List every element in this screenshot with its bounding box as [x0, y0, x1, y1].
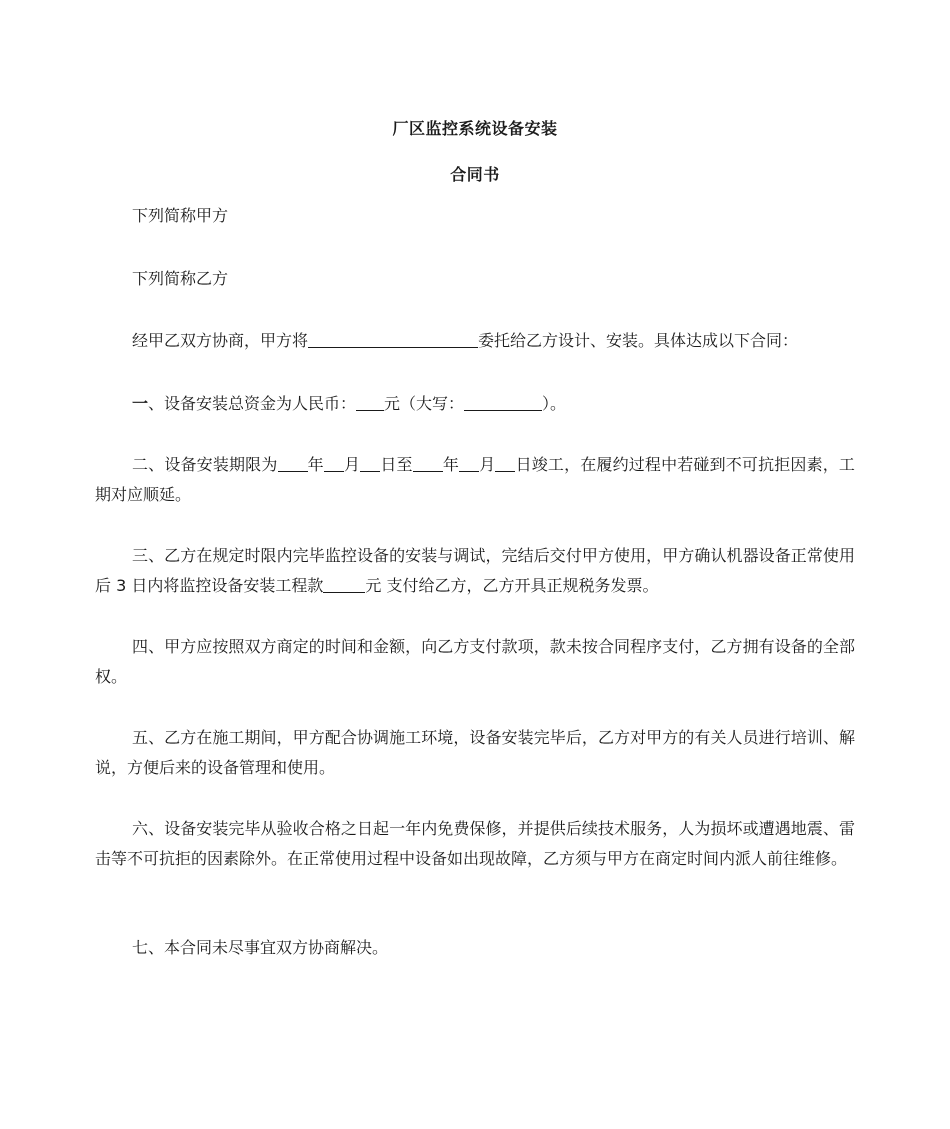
clause-2-to-label: 日至: [380, 455, 413, 474]
start-month-blank[interactable]: [324, 455, 344, 472]
clause-1-text-2: 元（大写：: [384, 394, 465, 413]
entrusted-item-blank[interactable]: [308, 331, 478, 348]
clause-1-text-3: ）。: [542, 394, 567, 413]
document-title: 厂区监控系统设备安装: [392, 119, 558, 138]
clause-7: 七、本合同未尽事宜双方协商解决。: [132, 938, 389, 957]
clause-2-year-label: 年: [307, 455, 324, 474]
intro-paragraph: [95, 326, 855, 356]
clause-2-month-label-2: 月: [479, 455, 496, 474]
clause-2: [95, 450, 855, 510]
clause-5: 五、乙方在施工期间，甲方配合协调施工环境，设备安装完毕后，乙方对甲方的有关人员进行培训、解说，方便后来的设备管理和使用。: [95, 728, 855, 777]
end-year-blank[interactable]: [413, 455, 443, 472]
clause-4: 四、甲方应按照双方商定的时间和金额，向乙方支付款项，款未按合同程序支付，乙方拥有设备的全部权。: [95, 637, 855, 686]
clause-2-year-label-2: 年: [442, 455, 460, 474]
amount-in-words-blank[interactable]: [464, 394, 542, 411]
clause-2-month-label: 月: [343, 455, 361, 474]
clause-3-text: 三、乙方在规定时限内完毕监控设备的安装与调试，完结后交付甲方使用，甲方确认机器设备正常使用后 3 日内将监控设备安装工程款: [95, 546, 855, 595]
party-b-line: 下列简称乙方: [132, 269, 229, 288]
amount-blank[interactable]: [356, 394, 384, 411]
clause-1: [95, 389, 855, 419]
clause-2-text-end: 日竣工，在履约过程中若碰到不可抗拒因素，工期对应顺延。: [95, 455, 855, 504]
party-a-line: 下列简称甲方: [132, 206, 229, 225]
end-day-blank[interactable]: [495, 455, 515, 472]
start-day-blank[interactable]: [360, 455, 380, 472]
intro-text-before: 经甲乙双方协商，甲方将: [132, 331, 309, 350]
start-year-blank[interactable]: [278, 455, 308, 472]
document-subtitle: 合同书: [450, 165, 500, 184]
clause-2-text: 二、设备安装期限为: [132, 455, 278, 474]
clause-6: 六、设备安装完毕从验收合格之日起一年内免费保修，并提供后续技术服务，人为损坏或遭遇地震、雷击等不可抗拒的因素除外。在正常使用过程中设备如出现故障，乙方须与甲方在商定时间内派人前往维修。: [95, 819, 855, 868]
clause-1-text: 、设备安装总资金为人民币：: [148, 394, 357, 413]
payment-amount-blank[interactable]: [323, 576, 365, 593]
end-month-blank[interactable]: [459, 455, 479, 472]
intro-text-after: 委托给乙方设计、安装。具体达成以下合同：: [478, 331, 799, 350]
clause-1-number: 一: [132, 394, 149, 413]
clause-3-text-end: 元 支付给乙方，乙方开具正规税务发票。: [365, 576, 659, 595]
clause-3: [95, 541, 855, 601]
